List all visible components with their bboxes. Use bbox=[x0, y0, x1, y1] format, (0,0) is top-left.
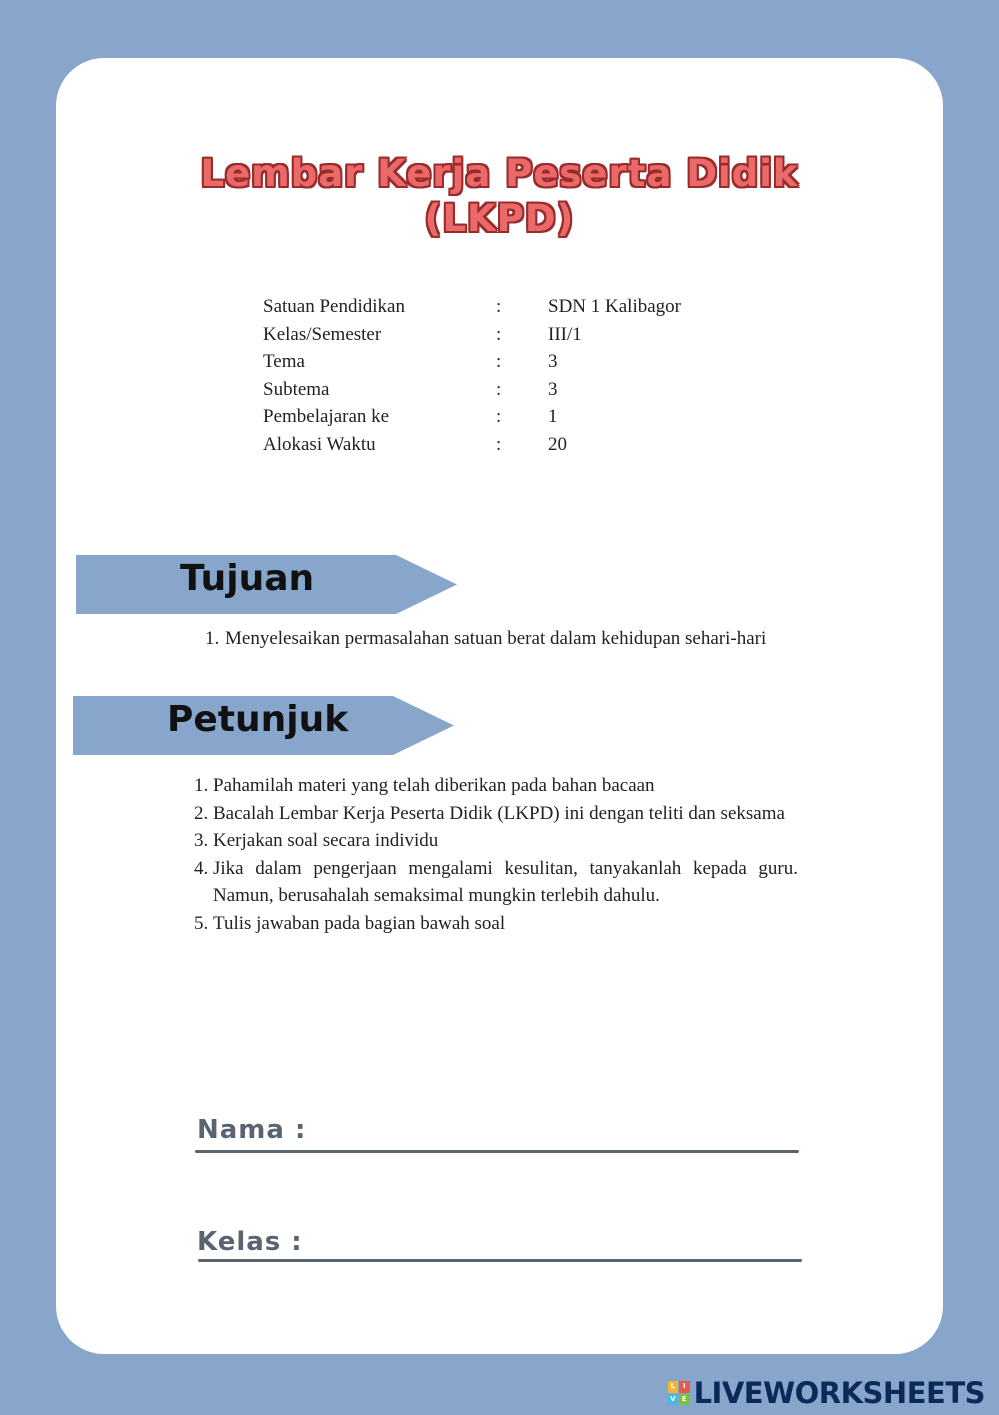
list-item bbox=[194, 772, 798, 800]
identity-row bbox=[263, 348, 681, 376]
list-item-number: 5. bbox=[194, 912, 209, 934]
list-item-text: Bacalah Lembar Kerja Peserta Didik (LKPD) ini dengan teliti dan seksama bbox=[213, 802, 785, 824]
kelas-label: Kelas : bbox=[197, 1227, 303, 1257]
tujuan-list bbox=[205, 625, 810, 653]
identity-value: SDN 1 Kalibagor bbox=[548, 296, 681, 317]
identity-value: 20 bbox=[548, 433, 567, 455]
identity-row bbox=[263, 376, 681, 404]
identity-value: 3 bbox=[548, 351, 558, 373]
list-item-number: 1. bbox=[194, 775, 209, 796]
identity-separator: : bbox=[496, 296, 502, 317]
list-item-number: 2. bbox=[194, 802, 209, 824]
identity-table bbox=[263, 293, 681, 459]
identity-label: Subtema bbox=[263, 378, 330, 400]
identity-row bbox=[263, 321, 681, 349]
brand-name: LIVEWORKSHEETS bbox=[693, 1376, 985, 1410]
list-item-number: 3. bbox=[194, 830, 209, 852]
identity-separator: : bbox=[496, 433, 502, 455]
identity-label: Tema bbox=[263, 351, 305, 373]
list-item-text: Kerjakan soal secara individu bbox=[213, 830, 439, 852]
identity-row bbox=[263, 431, 681, 459]
identity-label: Kelas/Semester bbox=[263, 323, 382, 345]
identity-row bbox=[263, 403, 681, 431]
nama-input-line[interactable] bbox=[195, 1150, 799, 1153]
page-title-line1: Lembar Kerja Peserta Didik bbox=[200, 152, 799, 195]
list-item bbox=[194, 855, 798, 910]
identity-separator: : bbox=[496, 378, 502, 400]
list-item bbox=[194, 910, 798, 938]
identity-label: Alokasi Waktu bbox=[263, 433, 376, 455]
list-item-number: 4. bbox=[194, 857, 209, 879]
petunjuk-heading: Petunjuk bbox=[167, 699, 349, 740]
list-item-text: Pahamilah materi yang telah diberikan pada bahan bacaan bbox=[213, 775, 655, 796]
list-item-number: 1. bbox=[205, 628, 220, 649]
list-item bbox=[194, 827, 798, 855]
list-item bbox=[205, 625, 810, 653]
identity-value: 3 bbox=[548, 378, 558, 400]
petunjuk-list bbox=[194, 772, 798, 938]
identity-separator: : bbox=[496, 323, 502, 345]
list-item bbox=[194, 800, 798, 828]
liveworksheets-brand[interactable] bbox=[668, 1376, 985, 1410]
kelas-input-line[interactable] bbox=[198, 1259, 802, 1262]
identity-separator: : bbox=[496, 406, 502, 428]
tujuan-heading: Tujuan bbox=[180, 558, 315, 599]
list-item-text: Tulis jawaban pada bagian bawah soal bbox=[213, 912, 506, 934]
identity-value: III/1 bbox=[548, 323, 582, 345]
identity-separator: : bbox=[496, 351, 502, 373]
identity-value: 1 bbox=[548, 406, 558, 428]
page-title-line2: (LKPD) bbox=[424, 197, 575, 240]
identity-row bbox=[263, 293, 681, 321]
identity-label: Satuan Pendidikan bbox=[263, 296, 405, 317]
nama-label: Nama : bbox=[197, 1115, 307, 1145]
liveworksheets-logo-icon: L I V E bbox=[668, 1381, 690, 1405]
list-item-text: Menyelesaikan permasalahan satuan berat dalam kehidupan sehari-hari bbox=[225, 628, 767, 649]
list-item-text: Jika dalam pengerjaan mengalami kesulitan, tanyakanlah kepada guru. Namun, berusahalah semaksimal mungkin terlebih dahulu. bbox=[213, 857, 798, 907]
identity-label: Pembelajaran ke bbox=[263, 406, 390, 428]
